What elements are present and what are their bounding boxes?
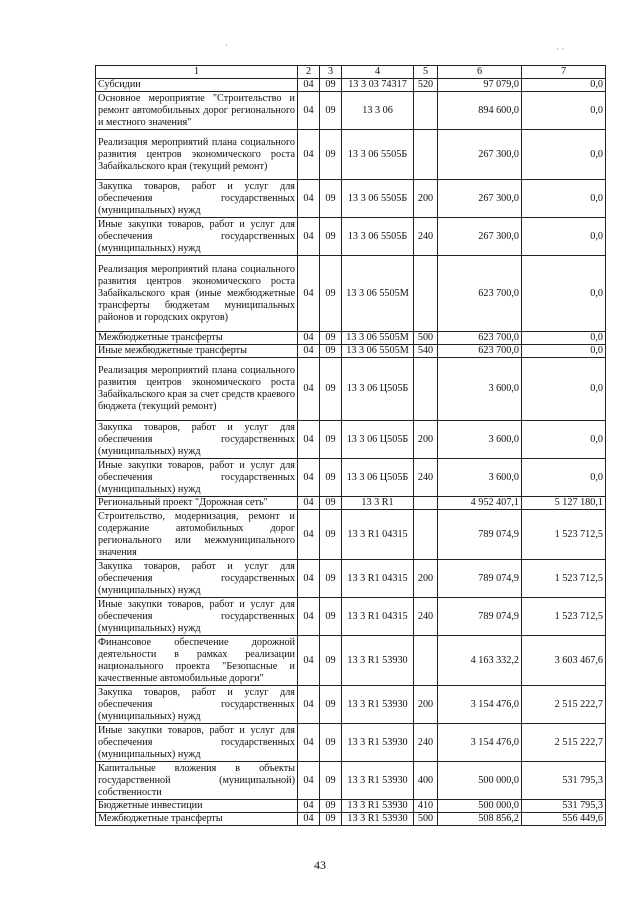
section-cell: 04 — [298, 510, 320, 560]
row-name-cell: Бюджетные инвестиции — [96, 800, 298, 813]
expense-type-cell: 200 — [414, 560, 438, 598]
amount-2024-cell: 0,0 — [522, 180, 606, 218]
section-cell: 04 — [298, 560, 320, 598]
amount-2024-cell: 1 523 712,5 — [522, 510, 606, 560]
amount-2023-cell: 97 079,0 — [438, 79, 522, 92]
target-article-cell: 13 3 06 Ц505Б — [342, 459, 414, 497]
column-header: 3 — [320, 66, 342, 79]
section-cell: 04 — [298, 800, 320, 813]
subsection-cell: 09 — [320, 497, 342, 510]
expense-type-cell: 540 — [414, 345, 438, 358]
subsection-cell: 09 — [320, 560, 342, 598]
row-name-cell: Закупка товаров, работ и услуг для обеспечения государственных (муниципальных) нужд — [96, 180, 298, 218]
table-row — [96, 560, 606, 598]
row-name-cell: Субсидии — [96, 79, 298, 92]
section-cell: 04 — [298, 180, 320, 218]
amount-2023-cell: 500 000,0 — [438, 762, 522, 800]
subsection-cell: 09 — [320, 762, 342, 800]
amount-2024-cell: 2 515 222,7 — [522, 724, 606, 762]
row-name-cell: Основное мероприятие "Строительство и ремонт автомобильных дорог регионального и местного значения" — [96, 92, 298, 130]
target-article-cell: 13 3 R1 04315 — [342, 598, 414, 636]
table-row — [96, 79, 606, 92]
amount-2024-cell: 0,0 — [522, 130, 606, 180]
table-row — [96, 497, 606, 510]
expense-type-cell — [414, 256, 438, 332]
amount-2024-cell: 0,0 — [522, 459, 606, 497]
target-article-cell: 13 3 06 Ц505Б — [342, 421, 414, 459]
row-name-cell: Закупка товаров, работ и услуг для обеспечения государственных (муниципальных) нужд — [96, 686, 298, 724]
subsection-cell: 09 — [320, 686, 342, 724]
table-row — [96, 130, 606, 180]
amount-2024-cell: 0,0 — [522, 345, 606, 358]
table-row — [96, 459, 606, 497]
subsection-cell: 09 — [320, 92, 342, 130]
subsection-cell: 09 — [320, 598, 342, 636]
amount-2024-cell: 556 449,6 — [522, 813, 606, 826]
amount-2023-cell: 789 074,9 — [438, 510, 522, 560]
target-article-cell: 13 3 06 5505Б — [342, 218, 414, 256]
amount-2023-cell: 3 600,0 — [438, 421, 522, 459]
expense-type-cell: 240 — [414, 598, 438, 636]
target-article-cell: 13 3 R1 53930 — [342, 800, 414, 813]
row-name-cell: Иные закупки товаров, работ и услуг для обеспечения государственных (муниципальных) нужд — [96, 598, 298, 636]
amount-2023-cell: 894 600,0 — [438, 92, 522, 130]
amount-2023-cell: 623 700,0 — [438, 256, 522, 332]
section-cell: 04 — [298, 79, 320, 92]
expense-type-cell: 400 — [414, 762, 438, 800]
amount-2024-cell: 0,0 — [522, 332, 606, 345]
subsection-cell: 09 — [320, 421, 342, 459]
amount-2023-cell: 508 856,2 — [438, 813, 522, 826]
target-article-cell: 13 3 R1 04315 — [342, 560, 414, 598]
section-cell: 04 — [298, 92, 320, 130]
amount-2023-cell: 789 074,9 — [438, 560, 522, 598]
column-header: 6 — [438, 66, 522, 79]
target-article-cell: 13 3 R1 53930 — [342, 686, 414, 724]
amount-2024-cell: 2 515 222,7 — [522, 686, 606, 724]
table-row — [96, 598, 606, 636]
amount-2024-cell: 531 795,3 — [522, 762, 606, 800]
row-name-cell: Закупка товаров, работ и услуг для обеспечения государственных (муниципальных) нужд — [96, 560, 298, 598]
amount-2023-cell: 267 300,0 — [438, 218, 522, 256]
section-cell: 04 — [298, 130, 320, 180]
column-header: 5 — [414, 66, 438, 79]
section-cell: 04 — [298, 345, 320, 358]
row-name-cell: Иные межбюджетные трансферты — [96, 345, 298, 358]
section-cell: 04 — [298, 636, 320, 686]
section-cell: 04 — [298, 598, 320, 636]
subsection-cell: 09 — [320, 636, 342, 686]
expense-type-cell — [414, 358, 438, 421]
amount-2024-cell: 0,0 — [522, 421, 606, 459]
table-row — [96, 421, 606, 459]
amount-2023-cell: 4 952 407,1 — [438, 497, 522, 510]
section-cell: 04 — [298, 813, 320, 826]
table-row — [96, 256, 606, 332]
table-row — [96, 345, 606, 358]
expense-type-cell: 520 — [414, 79, 438, 92]
subsection-cell: 09 — [320, 256, 342, 332]
expense-type-cell: 200 — [414, 180, 438, 218]
row-name-cell: Иные закупки товаров, работ и услуг для обеспечения государственных (муниципальных) нужд — [96, 724, 298, 762]
amount-2024-cell: 0,0 — [522, 218, 606, 256]
amount-2023-cell: 3 154 476,0 — [438, 686, 522, 724]
amount-2023-cell: 267 300,0 — [438, 180, 522, 218]
subsection-cell: 09 — [320, 724, 342, 762]
section-cell: 04 — [298, 459, 320, 497]
subsection-cell: 09 — [320, 332, 342, 345]
section-cell: 04 — [298, 332, 320, 345]
subsection-cell: 09 — [320, 79, 342, 92]
table-row — [96, 180, 606, 218]
row-name-cell: Закупка товаров, работ и услуг для обеспечения государственных (муниципальных) нужд — [96, 421, 298, 459]
section-cell: 04 — [298, 218, 320, 256]
subsection-cell: 09 — [320, 180, 342, 218]
row-name-cell: Региональный проект "Дорожная сеть" — [96, 497, 298, 510]
target-article-cell: 13 3 06 5505Б — [342, 180, 414, 218]
amount-2023-cell: 3 154 476,0 — [438, 724, 522, 762]
amount-2024-cell: 531 795,3 — [522, 800, 606, 813]
target-article-cell: 13 3 06 5505Б — [342, 130, 414, 180]
column-header: 4 — [342, 66, 414, 79]
row-name-cell: Реализация мероприятий плана социального развития центров экономического роста Забайкальского края за счет средств краевого бюджета (текущий ремонт) — [96, 358, 298, 421]
column-header: 7 — [522, 66, 606, 79]
subsection-cell: 09 — [320, 130, 342, 180]
subsection-cell: 09 — [320, 800, 342, 813]
expense-type-cell: 200 — [414, 686, 438, 724]
table-row — [96, 510, 606, 560]
amount-2023-cell: 623 700,0 — [438, 332, 522, 345]
expense-type-cell: 240 — [414, 724, 438, 762]
table-row — [96, 358, 606, 421]
subsection-cell: 09 — [320, 345, 342, 358]
amount-2024-cell: 1 523 712,5 — [522, 598, 606, 636]
expense-type-cell: 200 — [414, 421, 438, 459]
row-name-cell: Иные закупки товаров, работ и услуг для обеспечения государственных (муниципальных) нужд — [96, 459, 298, 497]
table-row — [96, 218, 606, 256]
target-article-cell: 13 3 R1 53930 — [342, 724, 414, 762]
expense-type-cell — [414, 130, 438, 180]
target-article-cell: 13 3 R1 53930 — [342, 636, 414, 686]
row-name-cell: Межбюджетные трансферты — [96, 332, 298, 345]
table-row — [96, 724, 606, 762]
section-cell: 04 — [298, 358, 320, 421]
expense-type-cell: 500 — [414, 813, 438, 826]
column-header: 2 — [298, 66, 320, 79]
section-cell: 04 — [298, 686, 320, 724]
header-row — [96, 66, 606, 79]
page-number: 43 — [314, 858, 326, 872]
amount-2024-cell: 0,0 — [522, 92, 606, 130]
target-article-cell: 13 3 R1 53930 — [342, 762, 414, 800]
document-page: · · · 1 2 3 4 5 6 7 Субсидии 04 09 13 3 03 74317 520 97 079,0 0,0 Основное мероприятие "Строительство и ремонт автомобильных дорог регионального и местного значения" 04 09 13 3 06 894 600,0 0,0 Реализация мероприятий плана социального развития центров экономического роста Забайкальского края (текущий ремонт) 04 09 13 3 06 5505Б 267 300,0 0,0 Закупка товаров, работ и услуг для обеспечения государственных (муниципальных) нужд 04 09 13 3 06 5505Б 200 267 300,0 0,0 Иные закупки товаров, работ и услуг для обеспечения государственных (муниципальных) нужд 04 09 13 3 06 5505Б 240 267 300,0 0,0 Реализация мероприятий плана социального развития центров экономического роста Забайкальского края (иные межбюджетные трансферты бюджетам муниципальных районов и городских округов) 04 09 13 3 06 5505М 623 700,0 0,0 Межбюджетные трансферты 04 09 13 3 06 5505М 500 623 700,0 0,0 Иные межбюджетные трансферты 04 09 13 3 06 5505М 540 623 700,0 0,0 Реализация мероприятий плана социального развития центров экономического роста Забайкальского края за счет средств краевого бюджета (текущий ремонт) 04 09 13 3 06 Ц505Б 3 600,0 0,0 Закупка товаров, работ и услуг для обеспечения государственных (муниципальных) нужд 04 09 13 3 06 Ц505Б 200 3 600,0 0,0 Иные закупки товаров, работ и услуг для обеспечения государственных (муниципальных) нужд 04 09 13 3 06 Ц505Б 240 3 600,0 0,0 Региональный проект "Дорожная сеть" 04 09 13 3 R1 4 952 407,1 5 127 180,1 Строительство, модернизация, ремонт и содержание автомобильных дорог регионального или межмуниципального значения 04 09 13 3 R1 04315 789 074,9 1 523 712,5 Закупка товаров, работ и услуг для обеспечения государственных (муниципальных) нужд 04 09 13 3 R1 04315 200 789 074,9 1 523 712,5 Иные закупки товаров, работ и услуг для обеспечения государственных (муниципальных) нужд 04 09 13 3 R1 04315 240 789 074,9 1 523 712,5 Финансовое обеспечение дорожной деятельности в рамках реализации национального проекта "Безопасные и качественные автомобильные дороги" 04 09 13 3 R1 53930 4 163 332,2 3 603 467,6 Закупка товаров, работ и услуг для обеспечения государственных (муниципальных) нужд 04 09 13 3 R1 53930 200 3 154 476,0 2 515 222,7 Иные закупки товаров, работ и услуг для обеспечения государственных (муниципальных) нужд 04 09 13 3 R1 53930 240 3 154 476,0 2 515 222,7 Капитальные вложения в объекты государственной (муниципальной) собственности 04 09 13 3 R1 53930 400 500 000,0 531 795,3 Бюджетные инвестиции 04 09 13 3 R1 53930 410 500 000,0 531 795,3 Межбюджетные трансферты 04 09 13 3 R1 53930 500 508 856,2 556 449,6 43 — [0, 0, 640, 905]
row-name-cell: Межбюджетные трансферты — [96, 813, 298, 826]
subsection-cell: 09 — [320, 510, 342, 560]
amount-2024-cell: 0,0 — [522, 358, 606, 421]
amount-2024-cell: 1 523 712,5 — [522, 560, 606, 598]
subsection-cell: 09 — [320, 358, 342, 421]
target-article-cell: 13 3 R1 — [342, 497, 414, 510]
target-article-cell: 13 3 R1 04315 — [342, 510, 414, 560]
expense-type-cell: 240 — [414, 459, 438, 497]
row-name-cell: Строительство, модернизация, ремонт и содержание автомобильных дорог регионального или межмуниципального значения — [96, 510, 298, 560]
row-name-cell: Реализация мероприятий плана социального развития центров экономического роста Забайкальского края (текущий ремонт) — [96, 130, 298, 180]
amount-2023-cell: 4 163 332,2 — [438, 636, 522, 686]
row-name-cell: Капитальные вложения в объекты государственной (муниципальной) собственности — [96, 762, 298, 800]
amount-2024-cell: 0,0 — [522, 79, 606, 92]
target-article-cell: 13 3 06 5505М — [342, 345, 414, 358]
table-row — [96, 686, 606, 724]
amount-2024-cell: 0,0 — [522, 256, 606, 332]
row-name-cell: Финансовое обеспечение дорожной деятельности в рамках реализации национального проекта "Безопасные и качественные автомобильные дороги" — [96, 636, 298, 686]
table-row — [96, 332, 606, 345]
expense-type-cell — [414, 636, 438, 686]
subsection-cell: 09 — [320, 459, 342, 497]
expense-type-cell — [414, 92, 438, 130]
section-cell: 04 — [298, 724, 320, 762]
expense-type-cell: 240 — [414, 218, 438, 256]
amount-2024-cell: 3 603 467,6 — [522, 636, 606, 686]
subsection-cell: 09 — [320, 218, 342, 256]
expense-type-cell — [414, 497, 438, 510]
target-article-cell: 13 3 06 5505М — [342, 256, 414, 332]
column-header: 1 — [96, 66, 298, 79]
section-cell: 04 — [298, 762, 320, 800]
amount-2023-cell: 3 600,0 — [438, 358, 522, 421]
section-cell: 04 — [298, 421, 320, 459]
expense-type-cell — [414, 510, 438, 560]
target-article-cell: 13 3 03 74317 — [342, 79, 414, 92]
section-cell: 04 — [298, 497, 320, 510]
budget-table — [95, 65, 606, 826]
row-name-cell: Реализация мероприятий плана социального развития центров экономического роста Забайкальского края (иные межбюджетные трансферты бюджетам муниципальных районов и городских округов) — [96, 256, 298, 332]
target-article-cell: 13 3 06 Ц505Б — [342, 358, 414, 421]
section-cell: 04 — [298, 256, 320, 332]
row-name-cell: Иные закупки товаров, работ и услуг для обеспечения государственных (муниципальных) нужд — [96, 218, 298, 256]
amount-2023-cell: 789 074,9 — [438, 598, 522, 636]
amount-2023-cell: 3 600,0 — [438, 459, 522, 497]
amount-2023-cell: 500 000,0 — [438, 800, 522, 813]
amount-2023-cell: 267 300,0 — [438, 130, 522, 180]
table-row — [96, 92, 606, 130]
target-article-cell: 13 3 R1 53930 — [342, 813, 414, 826]
table-row — [96, 762, 606, 800]
subsection-cell: 09 — [320, 813, 342, 826]
expense-type-cell: 410 — [414, 800, 438, 813]
expense-type-cell: 500 — [414, 332, 438, 345]
amount-2024-cell: 5 127 180,1 — [522, 497, 606, 510]
target-article-cell: 13 3 06 — [342, 92, 414, 130]
table-row — [96, 636, 606, 686]
target-article-cell: 13 3 06 5505М — [342, 332, 414, 345]
amount-2023-cell: 623 700,0 — [438, 345, 522, 358]
table-row — [96, 813, 606, 826]
table-row — [96, 800, 606, 813]
